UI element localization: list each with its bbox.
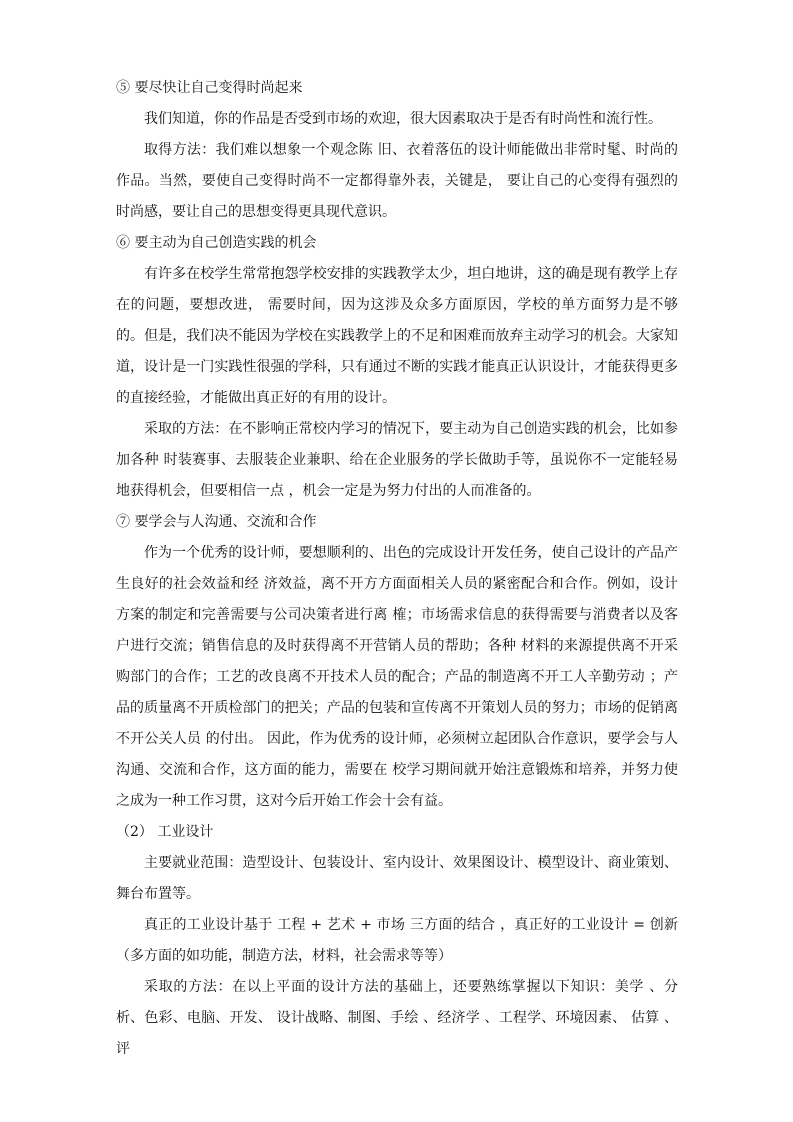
document-body — [116, 73, 678, 1065]
paragraph: 采取的方法：在不影响正常校内学习的情况下，要主动为自己创造实践的机会，比如参加各种 时装赛事、去服装企业兼职、给在企业服务的学长做助手等，虽说你不一定能轻易地获得机会，但要相信一点 ，机会一定是为努力付出的人而准备的。 — [116, 421, 678, 499]
section-heading-5: ⑤ 要尽快让自己变得时尚起来 — [116, 80, 303, 96]
section-heading-6: ⑥ 要主动为自己创造实践的机会 — [116, 235, 317, 251]
section-heading-industrial-design: （2） 工业设计 — [116, 824, 214, 840]
paragraph: 作为一个优秀的设计师，要想顺利的、出色的完成设计开发任务，使自己设计的产品产生良好的社会效益和经 济效益，离不开方方面面相关人员的紧密配合和合作。例如，设计方案的制定和完善需要与公司决策者进行离 榷；市场需求信息的获得需要与消费者以及客户进行交流；销售信息的及时获得离不开营销人员的帮助；各种 材料的来源提供离不开采购部门的合作；工艺的改良离不开技术人员的配合；产品的制造离不开工人辛勤劳动 ；产品的质量离不开质检部门的把关；产品的包装和宣传离不开策划人员的努力；市场的促销离不开公关人员 的付出。 因此，作为优秀的设计师，必须树立起团队合作意识，要学会与人沟通、交流和合作，这方面的能力，需要在 校学习期间就开始注意锻炼和培养，并努力使之成为一种工作习贯，这对今后开始工作会十会有益。 — [116, 545, 678, 809]
paragraph: 采取的方法：在以上平面的设计方法的基础上，还要熟练掌握以下知识：美学 、分析、色彩、电脑、开发、 设计战略、制图、手绘 、经济学 、工程学、环境因素、 估算 、评 — [116, 979, 678, 1057]
paragraph: 主要就业范围：造型设计、包装设计、室内设计、效果图设计、模型设计、商业策划、舞台布置等。 — [116, 855, 678, 902]
paragraph: 有许多在校学生常常抱怨学校安排的实践教学太少，坦白地讲，这的确是现有教学上存在的问题，要想改进， 需要时间，因为这涉及众多方面原因，学校的单方面努力是不够的。但是，我们决不能因为学校在实践教学上的不足和困难而放弃主动学习的机会。大家知道，设计是一门实践性很强的学科，只有通过不断的实践才能真正认识设计，才能获得更多的直接经验，才能做出真正好的有用的设计。 — [116, 266, 678, 406]
paragraph: 取得方法：我们难以想象一个观念陈 旧、衣着落伍的设计师能做出非常时髦、时尚的作品。当然，要使自己变得时尚不一定都得靠外表，关键是， 要让自己的心变得有强烈的时尚感，要让自己的思想变得更具现代意识。 — [116, 142, 678, 220]
paragraph: 我们知道，你的作品是否受到市场的欢迎，很大因素取决于是否有时尚性和流行性。 — [144, 111, 662, 127]
section-heading-7: ⑦ 要学会与人沟通、交流和合作 — [116, 514, 317, 530]
paragraph: 真正的工业设计基于 工程 + 艺术 + 市场 三方面的结合 ，真正好的工业设计 = 创新（多方面的如功能，制造方法，材料，社会需求等等） — [116, 917, 678, 964]
